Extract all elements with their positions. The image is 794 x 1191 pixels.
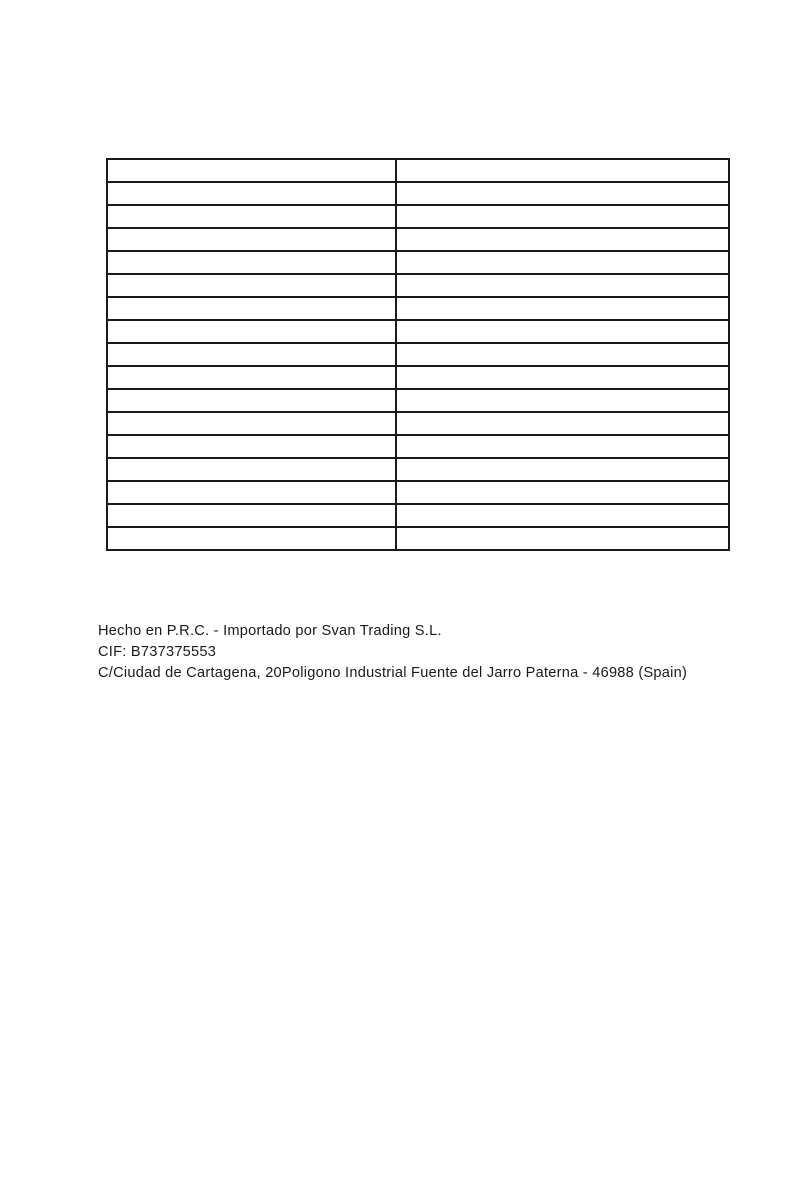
table-cell bbox=[396, 481, 729, 504]
form-table-body bbox=[107, 159, 729, 550]
table-row bbox=[107, 159, 729, 182]
table-row bbox=[107, 274, 729, 297]
table-cell bbox=[107, 435, 396, 458]
table-cell bbox=[396, 366, 729, 389]
table-cell bbox=[107, 274, 396, 297]
table-row bbox=[107, 182, 729, 205]
table-row bbox=[107, 205, 729, 228]
table-row bbox=[107, 527, 729, 550]
table-cell bbox=[107, 320, 396, 343]
table-cell bbox=[107, 159, 396, 182]
table-row bbox=[107, 228, 729, 251]
table-row bbox=[107, 366, 729, 389]
blank-form-table bbox=[106, 158, 730, 551]
table-cell bbox=[107, 205, 396, 228]
table-cell bbox=[396, 274, 729, 297]
table-cell bbox=[107, 297, 396, 320]
table-row bbox=[107, 504, 729, 527]
table-cell bbox=[396, 159, 729, 182]
table-row bbox=[107, 412, 729, 435]
table-row bbox=[107, 481, 729, 504]
table-cell bbox=[107, 182, 396, 205]
table-cell bbox=[107, 527, 396, 550]
table-cell bbox=[107, 251, 396, 274]
importer-info bbox=[98, 621, 738, 684]
table-cell bbox=[107, 389, 396, 412]
table-cell bbox=[396, 228, 729, 251]
address-line: C/Ciudad de Cartagena, 20Poligono Industrial Fuente del Jarro Paterna - 46988 (Spain) bbox=[98, 665, 688, 681]
table-cell bbox=[396, 412, 729, 435]
table-cell bbox=[396, 343, 729, 366]
table-cell bbox=[396, 205, 729, 228]
table-cell bbox=[396, 389, 729, 412]
table-row bbox=[107, 389, 729, 412]
table-cell bbox=[396, 251, 729, 274]
table-cell bbox=[107, 458, 396, 481]
table-cell bbox=[396, 458, 729, 481]
table-row bbox=[107, 251, 729, 274]
table-cell bbox=[396, 435, 729, 458]
table-row bbox=[107, 320, 729, 343]
table-cell bbox=[396, 527, 729, 550]
cif-line: CIF: B737375553 bbox=[98, 644, 217, 660]
table-cell bbox=[107, 412, 396, 435]
table-cell bbox=[396, 504, 729, 527]
table-cell bbox=[107, 504, 396, 527]
table-cell bbox=[107, 481, 396, 504]
table-row bbox=[107, 458, 729, 481]
table-row bbox=[107, 435, 729, 458]
table-row bbox=[107, 297, 729, 320]
table-cell bbox=[396, 297, 729, 320]
table-row bbox=[107, 343, 729, 366]
table-cell bbox=[107, 228, 396, 251]
table-cell bbox=[107, 343, 396, 366]
table-cell bbox=[107, 366, 396, 389]
table-cell bbox=[396, 320, 729, 343]
origin-importer-line: Hecho en P.R.C. - Importado por Svan Trading S.L. bbox=[98, 623, 442, 639]
table-cell bbox=[396, 182, 729, 205]
